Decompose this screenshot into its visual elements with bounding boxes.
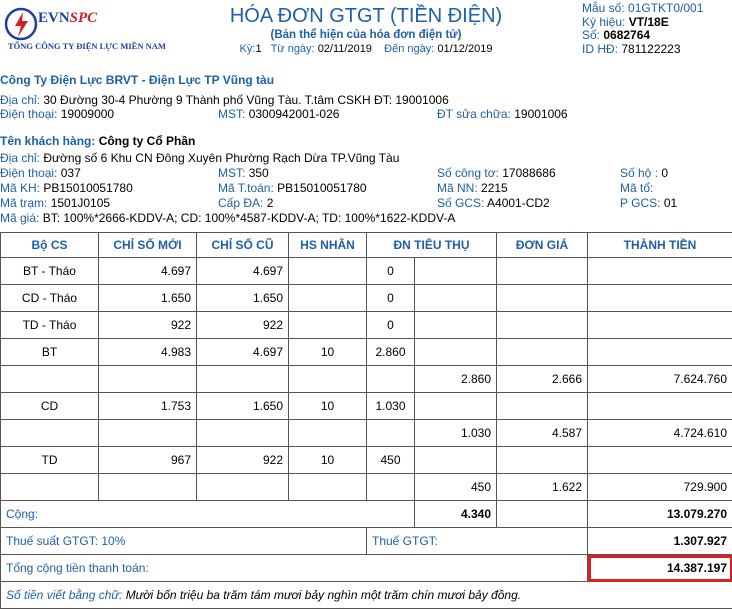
customer-code: Mã KH: PB15010051780	[0, 181, 133, 195]
meter-reading-table	[0, 232, 732, 609]
voltage-level: Cấp ĐA: 2	[218, 196, 273, 210]
table-row	[1, 366, 732, 393]
consumption-cell	[367, 474, 415, 501]
old-index-cell	[197, 366, 289, 393]
seller-mst: MST: 0300942001-026	[218, 107, 339, 121]
logo-company: TỔNG CÔNG TY ĐIỆN LỰC MIỀN NAM	[8, 41, 166, 51]
col-header-new-index: CHỈ SỐ MỚI	[99, 233, 197, 258]
consumption-cell: 1.030	[367, 393, 415, 420]
old-index-cell: 922	[197, 447, 289, 474]
amount-in-words: Số tiền viết bằng chữ: Mười bốn triệu ba trăm tám mươi bảy nghìn một trăm chín mươi bảy đồng.	[1, 582, 732, 609]
invoice-info: Mẫu số: 01GTKT0/001 Ký hiệu: VT/18E Số: 0682764 ID HĐ: 781122223	[582, 2, 703, 56]
amount-cell	[588, 312, 732, 339]
total-row	[1, 555, 732, 582]
multiplier-cell	[289, 312, 367, 339]
col-header-consumption: ĐN TIÊU THỤ	[367, 233, 497, 258]
old-index-cell: 4.697	[197, 258, 289, 285]
amount-cell: 7.624.760	[588, 366, 732, 393]
col-header-bocs: Bộ CS	[1, 233, 99, 258]
consumption-billed-cell: 2.860	[415, 366, 497, 393]
amount-cell	[588, 393, 732, 420]
new-index-cell	[99, 474, 197, 501]
multiplier-cell: 10	[289, 447, 367, 474]
table-row	[1, 447, 732, 474]
amount-cell	[588, 339, 732, 366]
multiplier-cell: 10	[289, 393, 367, 420]
unit-price-cell	[497, 285, 588, 312]
invoice-title: HÓA ĐƠN GTGT (TIỀN ĐIỆN)	[0, 5, 732, 28]
vat-label: Thuế GTGT:	[367, 528, 588, 555]
amount-cell: 4.724.610	[588, 420, 732, 447]
amount-cell	[588, 447, 732, 474]
new-index-cell: 4.983	[99, 339, 197, 366]
new-index-cell: 1.650	[99, 285, 197, 312]
reading-book-number: Số GCS: A4001-CD2	[437, 196, 550, 210]
amount-cell	[588, 285, 732, 312]
consumption-cell: 0	[367, 285, 415, 312]
new-index-cell: 4.697	[99, 258, 197, 285]
amount-cell	[588, 258, 732, 285]
seller-phone: Điện thoại: 19009000	[0, 107, 114, 121]
meter-set-cell	[1, 366, 99, 393]
customer-address: Địa chỉ: Đường số 6 Khu CN Đông Xuyên Phường Rạch Dừa TP.Vũng Tàu	[0, 151, 399, 165]
unit-price-cell	[497, 447, 588, 474]
meter-set-cell: TD	[1, 447, 99, 474]
consumption-billed-cell	[415, 339, 497, 366]
subtotal-label: Cộng:	[1, 501, 415, 528]
old-index-cell: 4.697	[197, 339, 289, 366]
consumption-cell: 450	[367, 447, 415, 474]
consumption-billed-cell	[415, 285, 497, 312]
multiplier-cell	[289, 366, 367, 393]
consumption-cell: 2.860	[367, 339, 415, 366]
amount-cell: 729.900	[588, 474, 732, 501]
subtotal-row	[1, 501, 732, 528]
seller-name: Công Ty Điện Lực BRVT - Điện Lực TP Vũng tàu	[0, 73, 274, 87]
multiplier-cell	[289, 420, 367, 447]
consumption-cell: 0	[367, 312, 415, 339]
consumption-cell: 0	[367, 258, 415, 285]
seller-repair-phone: ĐT sửa chữa: 19001006	[437, 107, 568, 121]
old-index-cell	[197, 420, 289, 447]
unit-price-cell	[497, 339, 588, 366]
customer-mst: MST: 350	[218, 166, 269, 180]
table-header-row	[1, 233, 732, 258]
meter-number: Số công tơ: 17088686	[437, 166, 556, 180]
old-index-cell: 1.650	[197, 285, 289, 312]
amount-in-words-row	[1, 582, 732, 609]
meter-set-cell: CD	[1, 393, 99, 420]
station-code: Mã trạm: 1501J0105	[0, 196, 110, 210]
group-code: Mã tổ:	[620, 181, 653, 195]
household-count: Số hộ : 0	[620, 166, 668, 180]
customer-name: Tên khách hàng: Công ty Cổ Phần	[0, 134, 195, 148]
table-row	[1, 474, 732, 501]
unit-price-cell	[497, 393, 588, 420]
table-row	[1, 258, 732, 285]
table-row	[1, 339, 732, 366]
billing-period: Kỳ:1 Từ ngày: 02/11/2019 Đến ngày: 01/12/2019	[0, 43, 732, 55]
new-index-cell: 1.753	[99, 393, 197, 420]
multiplier-cell: 10	[289, 339, 367, 366]
logo-name: EVNSPC	[38, 10, 97, 27]
consumption-cell	[367, 366, 415, 393]
meter-set-cell: CD - Tháo	[1, 285, 99, 312]
consumption-billed-cell: 1.030	[415, 420, 497, 447]
unit-price-cell	[497, 258, 588, 285]
col-header-multiplier: HS NHÂN	[289, 233, 367, 258]
new-index-cell	[99, 420, 197, 447]
seller-address: Địa chỉ: 30 Đường 30-4 Phường 9 Thành phố Vũng Tàu. T.tâm CSKH ĐT: 19001006	[0, 93, 449, 107]
table-row	[1, 312, 732, 339]
meter-set-cell: BT - Tháo	[1, 258, 99, 285]
consumption-billed-cell	[415, 258, 497, 285]
invoice-subtitle: (Bản thể hiện của hóa đơn điện tử)	[0, 29, 732, 41]
col-header-unit-price: ĐƠN GIÁ	[497, 233, 588, 258]
col-header-amount: THÀNH TIỀN	[588, 233, 732, 258]
customer-phone: Điện thoại: 037	[0, 166, 81, 180]
old-index-cell: 922	[197, 312, 289, 339]
unit-price-cell: 4.587	[497, 420, 588, 447]
old-index-cell: 1.650	[197, 393, 289, 420]
total-amount: 14.387.197	[588, 555, 732, 582]
subtotal-amount: 13.079.270	[588, 501, 732, 528]
reading-period: P GCS: 01	[620, 196, 677, 210]
unit-price-cell	[497, 312, 588, 339]
vat-amount: 1.307.927	[588, 528, 732, 555]
unit-price-cell: 1.622	[497, 474, 588, 501]
col-header-old-index: CHỈ SỐ CŨ	[197, 233, 289, 258]
meter-set-cell: TD - Tháo	[1, 312, 99, 339]
new-index-cell: 922	[99, 312, 197, 339]
total-label: Tổng cộng tiền thanh toán:	[1, 555, 588, 582]
table-row	[1, 285, 732, 312]
multiplier-cell	[289, 285, 367, 312]
vat-row	[1, 528, 732, 555]
consumption-billed-cell	[415, 393, 497, 420]
vat-rate: Thuế suất GTGT: 10%	[1, 528, 367, 555]
consumption-billed-cell: 450	[415, 474, 497, 501]
table-row	[1, 393, 732, 420]
meter-set-cell: BT	[1, 339, 99, 366]
price-code: Mã giá: BT: 100%*2666-KDDV-A; CD: 100%*4587-KDDV-A; TD: 100%*1622-KDDV-A	[0, 211, 455, 225]
consumption-billed-cell	[415, 312, 497, 339]
meter-set-cell	[1, 420, 99, 447]
consumption-billed-cell	[415, 447, 497, 474]
old-index-cell	[197, 474, 289, 501]
multiplier-cell	[289, 258, 367, 285]
multiplier-cell	[289, 474, 367, 501]
unit-price-cell: 2.666	[497, 366, 588, 393]
table-row	[1, 420, 732, 447]
subtotal-energy: 4.340	[415, 501, 497, 528]
industry-code: Mã NN: 2215	[437, 181, 508, 195]
consumption-cell	[367, 420, 415, 447]
meter-set-cell	[1, 474, 99, 501]
new-index-cell: 967	[99, 447, 197, 474]
payment-code: Mã T.toán: PB15010051780	[218, 181, 367, 195]
new-index-cell	[99, 366, 197, 393]
